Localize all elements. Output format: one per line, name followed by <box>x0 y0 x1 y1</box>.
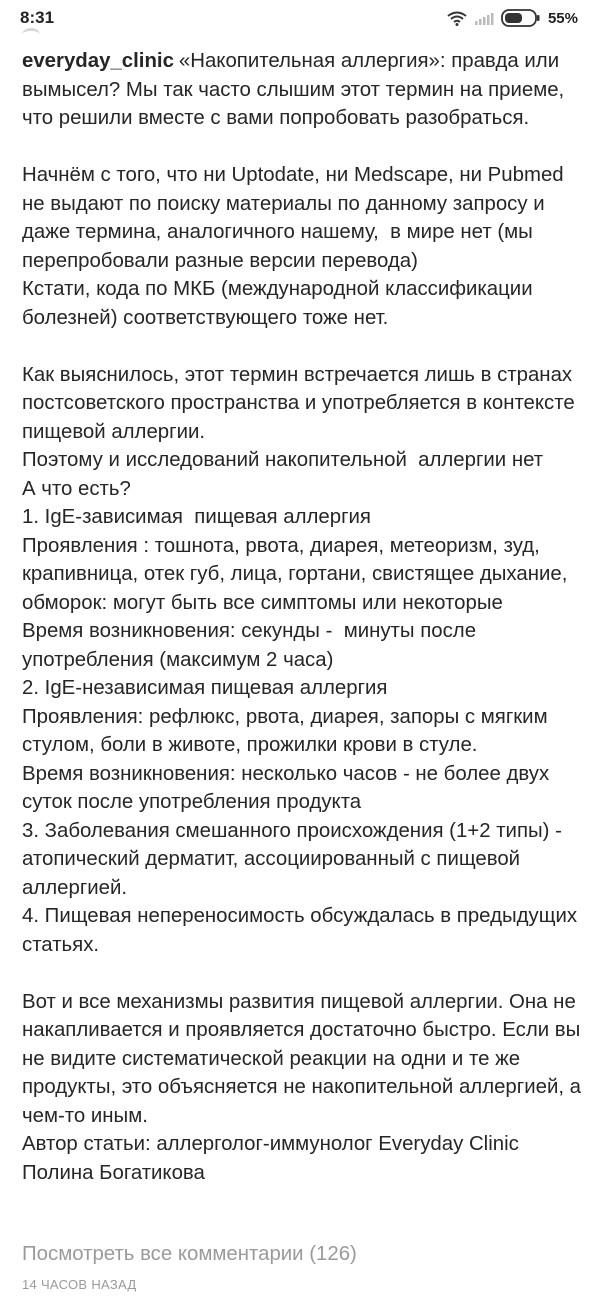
view-comments-link[interactable]: Посмотреть все комментарии (126) <box>22 1243 357 1265</box>
status-bar <box>0 0 600 36</box>
caption-line: Вот и все механизмы развития пищевой аллергии. Она не накапливается и проявляется достаточно быстро. Если вы не видите систематической реакции на одни и те же продукты, это объясняется не накопительной аллергией, а чем-то иным. <box>22 990 587 1127</box>
caption-line: А что есть? <box>22 477 131 500</box>
battery-icon <box>501 9 541 27</box>
caption-line: Проявления: рефлюкс, рвота, диарея, запоры с мягким стулом, боли в животе, прожилки крови в стуле. <box>22 705 554 756</box>
caption-line: Автор статьи: аллерголог-иммунолог Everyday Clinic Полина Богатикова <box>22 1133 525 1184</box>
caption-line: Начнём с того, что ни Uptodate, ни Medscape, ни Pubmed не выдают по поиску материалы по данному запросу и даже термина, аналогичного нашему, в мире нет (мы перепробовали разные версии перевода) <box>22 164 570 272</box>
battery-percent: 55% <box>547 9 578 27</box>
status-time: 8:31 <box>20 8 55 27</box>
avatar[interactable] <box>22 28 40 41</box>
caption-line: 2. IgE-независимая пищевая аллергия <box>22 677 388 699</box>
post-caption <box>22 47 587 1187</box>
wifi-icon <box>447 11 467 26</box>
caption-line <box>22 133 582 162</box>
caption-line: 4. Пищевая непереносимость обсуждалась в предыдущих статьях. <box>22 905 583 956</box>
status-icons <box>447 9 578 27</box>
caption-text: «Накопительная аллергия»: правда или вымысел? Мы так часто слышим этот термин на приеме, что решили вместе с вами попробовать разобраться. <box>22 50 570 129</box>
post-timestamp: 14 ЧАСОВ НАЗАД <box>22 1277 137 1292</box>
caption-line <box>22 47 582 133</box>
caption-line: Проявления : тошнота, рвота, диарея, метеоризм, зуд, крапивница, отек губ, лица, гортани, свистящее дыхание, обморок: могут быть все симптомы или некоторые <box>22 534 574 614</box>
caption-line: 3. Заболевания смешанного происхождения (1+2 типы) - атопический дерматит, ассоциированный с пищевой аллергией. <box>22 819 568 899</box>
caption-line <box>22 332 582 361</box>
caption-line: 1. IgE-зависимая пищевая аллергия <box>22 506 371 528</box>
caption-line <box>22 959 582 988</box>
caption-line: Время возникновения: секунды - минуты после употребления (максимум 2 часа) <box>22 620 482 671</box>
caption-line: Как выяснилось, этот термин встречается лишь в странах постсоветского пространства и употребляется в контексте пищевой аллергии. <box>22 363 581 443</box>
caption-line: Поэтому и исследований накопительной аллергии нет <box>22 449 544 471</box>
signal-icon <box>474 11 494 25</box>
caption-line: Кстати, кода по МКБ (международной классификации болезней) соответствующего тоже нет. <box>22 278 539 329</box>
caption-line: Время возникновения: несколько часов - не более двух суток после употребления продукта <box>22 762 555 813</box>
username[interactable]: everyday_clinic <box>22 50 174 72</box>
